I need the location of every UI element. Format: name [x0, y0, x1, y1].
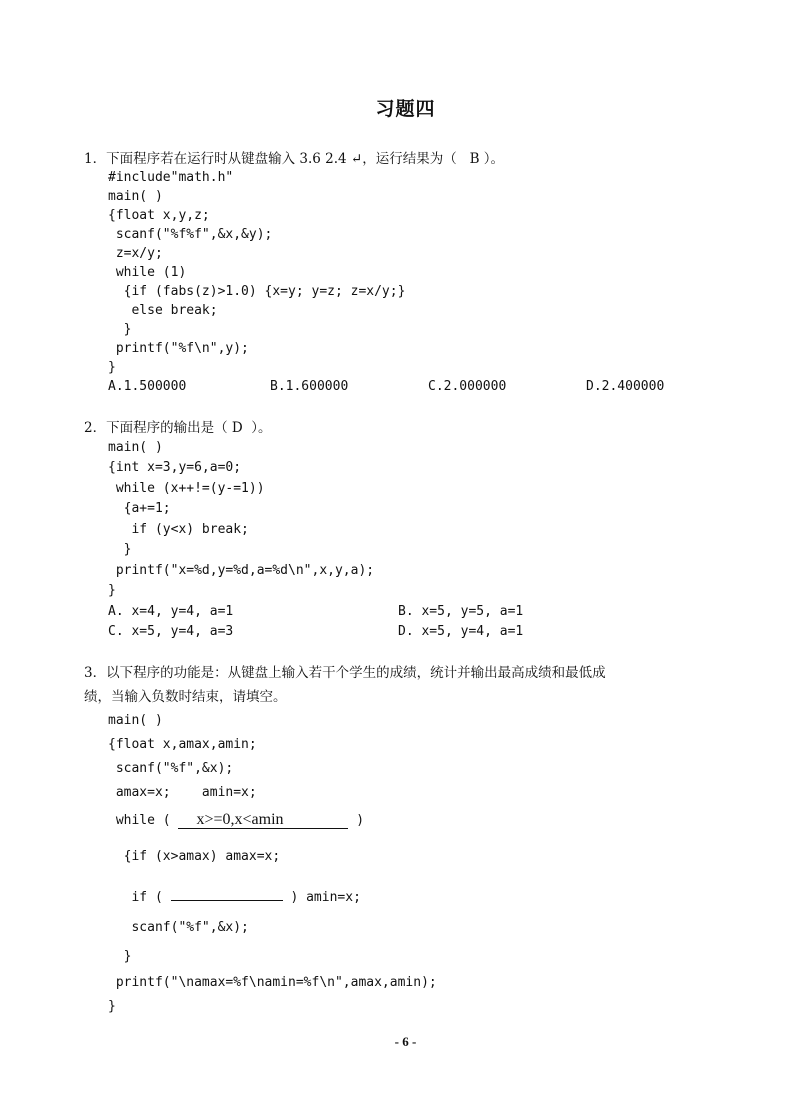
q3-if-suffix: ) amin=x; — [282, 890, 361, 905]
q2-code-line: } — [108, 542, 132, 557]
q1-stem: 1．下面程序若在运行时从键盘输入 3.6 2.4 ↵，运行结果为（ B ）。 — [84, 151, 505, 167]
q3-code-line: {float x,amax,amin; — [108, 737, 257, 752]
q3-while-prefix: while ( — [108, 813, 179, 828]
q1-option-d: D.2.400000 — [586, 379, 665, 394]
q1-code-line: main( ) — [108, 189, 163, 204]
q2-option-b: B. x=5, y=5, a=1 — [398, 604, 524, 619]
q3-while-suffix: ) — [348, 813, 365, 828]
q3-stem-line2: 绩，当输入负数时结束，请填空。 — [84, 689, 287, 705]
q1-option-b: B.1.600000 — [270, 379, 349, 394]
q3-code-line: } — [108, 949, 132, 964]
q2-code-line: main( ) — [108, 440, 163, 455]
q3-code-line: main( ) — [108, 713, 163, 728]
q1-code-line: } — [108, 322, 132, 337]
q1-code-line: {float x,y,z; — [108, 208, 210, 223]
q3-code-line: amax=x; amin=x; — [108, 785, 257, 800]
q3-code-line: scanf("%f",&x); — [108, 761, 234, 776]
q1-code-line: while (1) — [108, 265, 187, 280]
q3-while-answer-blank[interactable]: x>=0,x<amin — [178, 812, 348, 829]
page-title: 习题四 — [375, 98, 436, 120]
q2-code-line: while (x++!=(y-=1)) — [108, 481, 265, 496]
q1-option-a: A.1.500000 — [108, 379, 187, 394]
q3-while-line — [108, 812, 364, 830]
q2-code-line: if (y<x) break; — [108, 522, 249, 537]
q3-code-line: scanf("%f",&x); — [108, 920, 249, 935]
q3-if-line — [108, 884, 361, 907]
q2-code-line: printf("x=%d,y=%d,a=%d\n",x,y,a); — [108, 563, 375, 578]
q1-code-line: } — [108, 360, 116, 375]
q3-code-line: printf("\namax=%f\namin=%f\n",amax,amin); — [108, 975, 437, 990]
q1-code-line: else break; — [108, 303, 218, 318]
q2-code-line: {int x=3,y=6,a=0; — [108, 460, 242, 475]
q3-if-prefix: if ( — [108, 890, 171, 905]
q1-code-line: #include"math.h" — [108, 170, 234, 185]
q2-code-line: } — [108, 583, 116, 598]
q3-code-line: } — [108, 999, 116, 1014]
q2-option-c: C. x=5, y=4, a=3 — [108, 624, 234, 639]
q1-code-line: {if (fabs(z)>1.0) {x=y; y=z; z=x/y;} — [108, 284, 406, 299]
q1-code-line: z=x/y; — [108, 246, 163, 261]
q3-if-answer-blank[interactable] — [171, 884, 283, 901]
q2-option-a: A. x=4, y=4, a=1 — [108, 604, 234, 619]
q2-code-line: {a+=1; — [108, 501, 171, 516]
q1-code-line: scanf("%f%f",&x,&y); — [108, 227, 273, 242]
q2-option-d: D. x=5, y=4, a=1 — [398, 624, 524, 639]
q1-option-c: C.2.000000 — [428, 379, 507, 394]
page-number: - 6 - — [394, 1034, 417, 1049]
q3-stem-line1: 3．以下程序的功能是：从键盘上输入若干个学生的成绩，统计并输出最高成绩和最低成 — [84, 665, 606, 681]
q2-stem: 2．下面程序的输出是（ D ）。 — [84, 420, 272, 436]
q3-code-line: {if (x>amax) amax=x; — [108, 849, 281, 864]
q1-code-line: printf("%f\n",y); — [108, 341, 249, 356]
